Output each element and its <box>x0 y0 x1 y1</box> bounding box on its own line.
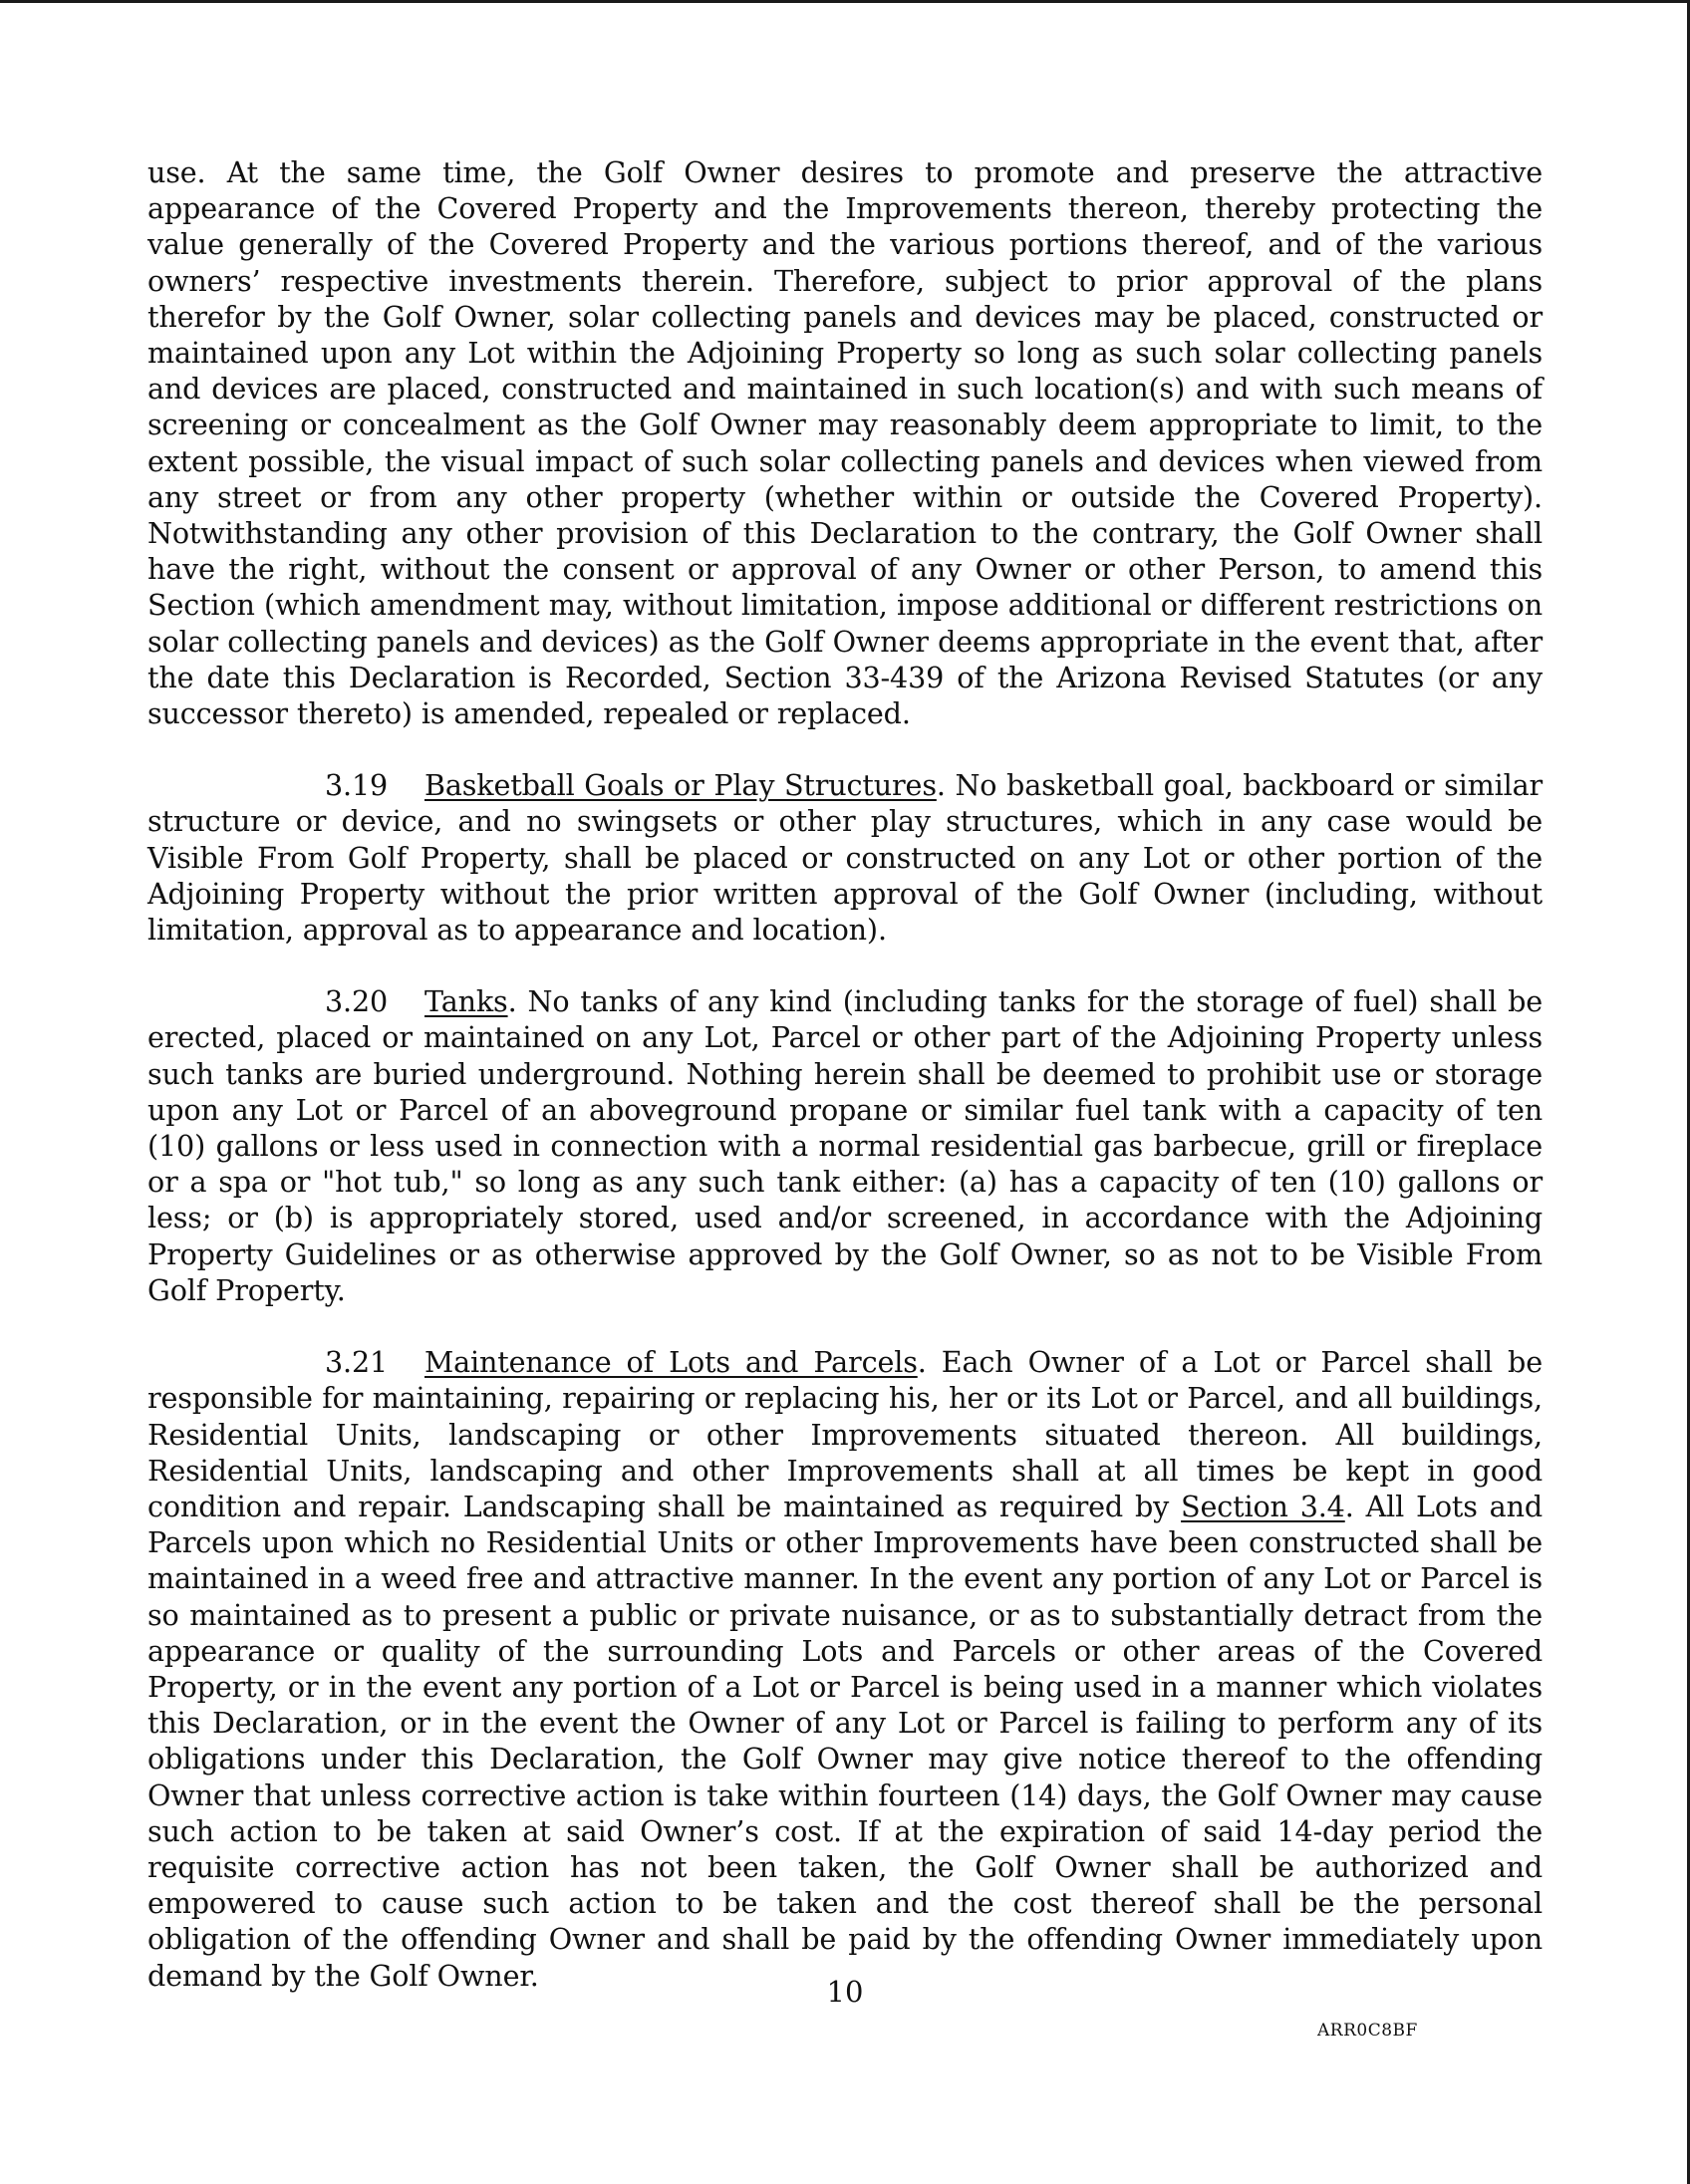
section-body: . Each Owner of a Lot or Parcel shall be responsible for maintaining, repairing or replacing his, her or its Lot or Parcel, and all buildings, Residential Units, landscaping or other Improvements situated thereon. All buildings, Residential Units, landscaping and other Improvements shall at all times be kept in good condition and repair. Landscaping shall be maintained as required by <box>147 1345 1543 1523</box>
section-body: . No basketball goal, backboard or similar structure or device, and no swingsets or other play structures, which in any case would be Visible From Golf Property, shall be placed or constructed on any Lot or other portion of the Adjoining Property without the prior written approval of the Golf Owner (including, without limitation, approval as to appearance and location). <box>147 768 1543 948</box>
section-number: 3.21 <box>325 1345 389 1380</box>
document-body <box>147 154 1543 2030</box>
section-3-21-paragraph <box>147 1344 1543 1994</box>
section-body: . No tanks of any kind (including tanks for the storage of fuel) shall be erected, placed or maintained on any Lot, Parcel or other part of the Adjoining Property unless such tanks are buried underground. Nothing herein shall be deemed to prohibit use or storage upon any Lot or Parcel of an aboveground propane or similar fuel tank with a capacity of ten (10) gallons or less used in connection with a normal residential gas barbecue, grill or fireplace or a spa or "hot tub," so long as any such tank either: (a) has a capacity of ten (10) gallons or less; or (b) is appropriately stored, used and/or screened, in accordance with the Adjoining Property Guidelines or as otherwise approved by the Golf Owner, so as not to be Visible From Golf Property. <box>147 984 1543 1307</box>
section-heading: Tanks <box>424 984 508 1019</box>
section-heading: Basketball Goals or Play Structures <box>424 768 937 803</box>
continuation-paragraph: use. At the same time, the Golf Owner desires to promote and preserve the attractive appearance of the Covered Property and the Improvements thereon, thereby protecting the value generally of the Covered Property and the various portions thereof, and of the various owners’ respective investments therein. Therefore, subject to prior approval of the plans therefor by the Golf Owner, solar collecting panels and devices may be placed, constructed or maintained upon any Lot within the Adjoining Property so long as such solar collecting panels and devices are placed, constructed and maintained in such location(s) and with such means of screening or concealment as the Golf Owner may reasonably deem appropriate to limit, to the extent possible, the visual impact of such solar collecting panels and devices when viewed from any street or from any other property (whether within or outside the Covered Property). Notwithstanding any other provision of this Declaration to the contrary, the Golf Owner shall have the right, without the consent or approval of any Owner or other Person, to amend this Section (which amendment may, without limitation, impose additional or different restrictions on solar collecting panels and devices) as the Golf Owner deems appropriate in the event that, after the date this Declaration is Recorded, Section 33-439 of the Arizona Revised Statutes (or any successor thereto) is amended, repealed or replaced. <box>147 155 1543 731</box>
scan-border-top <box>0 0 1690 3</box>
section-3-19-paragraph <box>147 767 1543 948</box>
section-number: 3.20 <box>325 984 389 1019</box>
page-number: 10 <box>826 1975 864 2009</box>
section-number: 3.19 <box>325 768 389 803</box>
document-code: ARR0C8BF <box>1317 2021 1418 2041</box>
section-3-20-paragraph <box>147 983 1543 1308</box>
section-body-continued: . All Lots and Parcels upon which no Residential Units or other Improvements have been constructed shall be maintained in a weed free and attractive manner. In the event any portion of any Lot or Parcel is so maintained as to present a public or private nuisance, or as to substantially detract from the appearance or quality of the surrounding Lots and Parcels or other areas of the Covered Property, or in the event any portion of a Lot or Parcel is being used in a manner which violates this Declaration, or in the event the Owner of any Lot or Parcel is failing to perform any of its obligations under this Declaration, the Golf Owner may give notice thereof to the offending Owner that unless corrective action is take within fourteen (14) days, the Golf Owner may cause such action to be taken at said Owner’s cost. If at the expiration of said 14-day period the requisite corrective action has not been taken, the Golf Owner shall be authorized and empowered to cause such action to be taken and the cost thereof shall be the personal obligation of the offending Owner and shall be paid by the offending Owner immediately upon demand by the Golf Owner. <box>147 1489 1543 1993</box>
section-cross-reference: Section 3.4 <box>1181 1489 1345 1523</box>
section-heading: Maintenance of Lots and Parcels <box>424 1345 918 1380</box>
